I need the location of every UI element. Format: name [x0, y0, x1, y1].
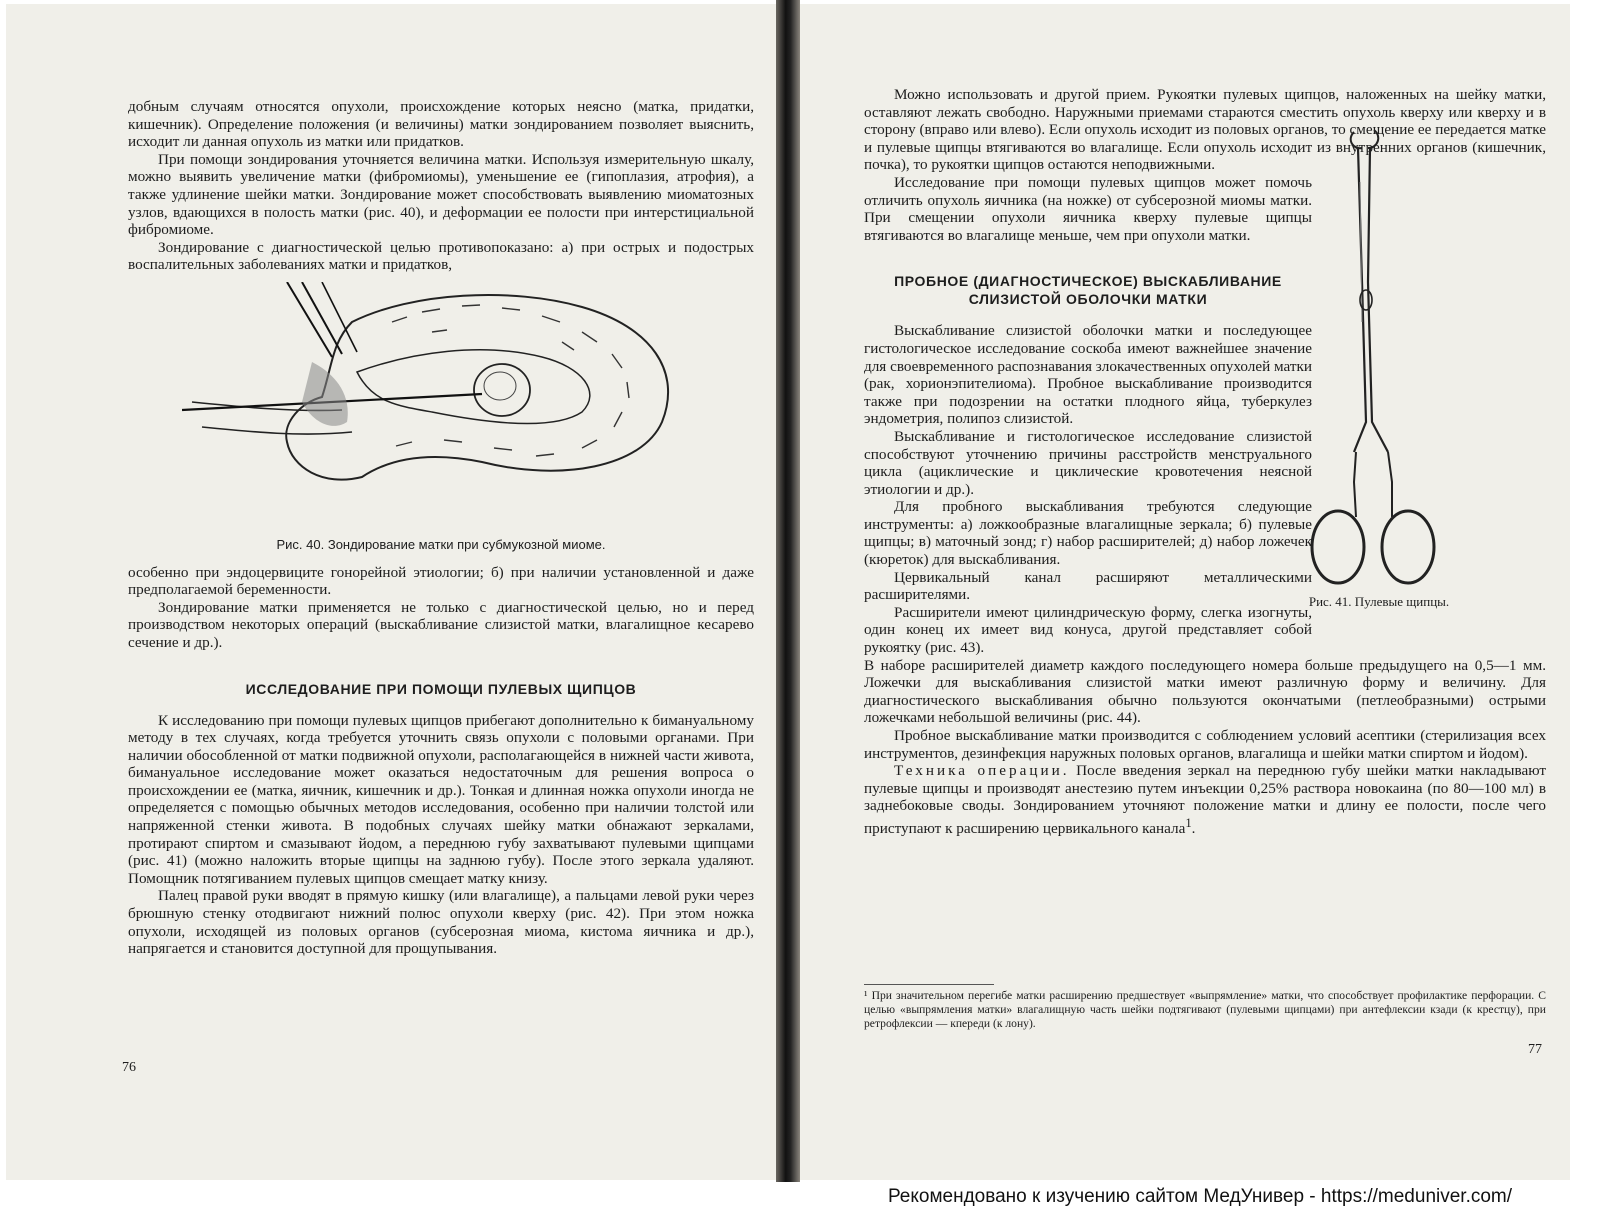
paragraph: Палец правой руки вводят в прямую кишку (или влагалище), а пальцами левой руки через брюшную стенку отодвигают нижний полюс опухоли кверху (рис. 42). При этом ножка опухоли, исходящей из половых органов (субсерозная миома, кистома яичника и др.), напрягается и становится доступной для прощупывания.	[128, 887, 754, 958]
heading-line: ПРОБНОЕ (ДИАГНОСТИЧЕСКОЕ) ВЫСКАБЛИВАНИЕ	[894, 273, 1282, 290]
book-gutter	[776, 0, 800, 1182]
page-number: 77	[1528, 1042, 1542, 1057]
right-page	[800, 4, 1570, 1180]
paragraph: Можно использовать и другой прием. Рукоятки пулевых щипцов, наложенных на шейку матки, оставляют лежать свободно. Наружными приемами стараются сместить опухоль кверху или кверху и в сторону (вправо или влево). Если опухоль исходит из половых органов, то смещение ее передается матке и пулевые щипцы втягиваются во влагалище. Если опухоль исходит из внутренних органов (кишечник, почка), то рукоятки щипцов остаются неподвижными.	[864, 86, 1546, 174]
paragraph: Расширители имеют цилиндрическую форму, слегка изогнуты, один конец их имеет вид конуса, другой представляет собой рукоятку (рис. 43).	[864, 603, 1312, 657]
footnote-ref: 1	[1185, 815, 1192, 830]
paragraph: Зондирование с диагностической целью противопоказано: а) при острых и подострых воспалительных заболеваниях матки и придатков,	[128, 238, 754, 274]
paragraph-rest: После введения зеркал на переднюю губу шейки матки накладывают пулевые щипцы и производят анестезию путем инъекции 0,25% раствора новокаина (по 80—100 мл) в заднебоковые своды. Зондированием уточняют положение матки и длину ее полости, после чего приступают к расширению цервикального канала	[864, 762, 1546, 838]
figure-40	[128, 280, 754, 530]
paragraph: Для пробного выскабливания требуются следующие инструменты: а) ложкообразные влагалищные зеркала; б) пулевые щипцы; в) маточный зонд; г) набор расширителей; д) набор ложечек (кюреток) для выскабливания.	[864, 498, 1312, 569]
paragraph: К исследованию при помощи пулевых щипцов прибегают дополнительно к бимануальному методу в тех случаях, когда требуется уточнить связь опухоли с половыми органами. При наличии обособленной от матки подвижной опухоли, располагающейся в нижней части живота, бимануальное исследование может оказаться недостаточным для решения вопроса о происхождении ее (матка, яичник, кишечник и др.). Тонкая и длинная ножка опухоли иногда не определяется с помощью обычных методов исследования, особенно при наличии толстой или напряженной стенки живота. В подобных случаях шейку матки обнажают зеркалами, протирают спиртом и смазывают йодом, а переднюю губу захватывают пулевыми щипцами (рис. 41) (можно наложить вторые щипцы на заднюю губу). После этого зеркала удаляют. Помощник потягиванием пулевых щипцов смещает матку книзу.	[128, 711, 754, 887]
paragraph: добным случаям относятся опухоли, происхождение которых неясно (матка, придатки, кишечник). Определение положения (и величины) матки зондированием позволяет выяснить, исходит ли данная опухоль из матки или придатков.	[128, 98, 754, 151]
left-page	[6, 4, 776, 1180]
footnote-rule	[864, 984, 994, 985]
footnote-block	[864, 984, 1546, 1031]
left-text-column	[128, 98, 754, 958]
figure-40-caption: Рис. 40. Зондирование матки при субмукозной миоме.	[276, 536, 606, 552]
paragraph: Исследование при помощи пулевых щипцов может помочь отличить опухоль яичника (на ножке) от субсерозной миомы матки. При смещении опухоли яичника кверху пулевые щипцы втягиваются во влагалище меньше, чем при опухоли матки.	[864, 173, 1312, 244]
uterus-probing-illustration	[182, 282, 702, 492]
paragraph: Техника операции. После введения зеркал на переднюю губу шейки матки накладывают пулевые щипцы и производят анестезию путем инъекции 0,25% раствора новокаина (по 80—100 мл) в заднебоковые своды. Зондированием уточняют положение матки и длину ее полости, после чего приступают к расширению цервикального канала$^1$.	[864, 762, 1546, 838]
paragraph: Выскабливание и гистологическое исследование слизистой способствуют уточнению причины расстройств менструального цикла (ациклические и циклические кровотечения неясной этиологии и др.).	[864, 427, 1312, 498]
section-heading: ИССЛЕДОВАНИЕ ПРИ ПОМОЩИ ПУЛЕВЫХ ЩИПЦОВ	[245, 680, 637, 697]
paragraph: В наборе расширителей диаметр каждого последующего номера больше предыдущего на 0,5—1 мм. Ложечки для выскабливания слизистой матки имеют различную форму и величину. Для диагностического выскабливания обычно пользуются окончатыми (петлеобразными) острыми ложечками небольшой величины (рис. 44).	[864, 656, 1546, 727]
section-heading	[864, 272, 1312, 308]
paragraph: Выскабливание слизистой оболочки матки и последующее гистологическое исследование соскоба имеют важнейшее значение для своевременного распознавания злокачественных опухолей матки (рак, хорионэпителиома). Пробное выскабливание производится также при подозрении на остатки плодного яйца, туберкулез эндометрия, полипоз слизистой.	[864, 322, 1313, 428]
paragraph: Цервикальный канал расширяют металлическими расширителями.	[864, 568, 1312, 604]
paragraph: Зондирование матки применяется не только с диагностической целью, но и перед производством некоторых операций (выскабливание слизистой матки, влагалищное кесарево сечение и др.).	[128, 598, 754, 651]
figure-41-caption: Рис. 41. Пулевые щипцы.	[1308, 594, 1450, 609]
narrow-text-block	[864, 174, 1312, 657]
paragraph: Пробное выскабливание матки производится с соблюдением условий асептики (стерилизация всех инструментов, дезинфекция наружных половых органов, влагалища и шейки матки спиртом и йодом).	[864, 727, 1546, 762]
heading-line: СЛИЗИСТОЙ ОБОЛОЧКИ МАТКИ	[968, 291, 1208, 308]
bullet-forceps-illustration	[1296, 122, 1466, 622]
paragraph: При помощи зондирования уточняется величина матки. Используя измерительную шкалу, можно выявить увеличение матки (фибромиомы), уменьшение ее (гипоплазия, атрофия), а также удлинение шейки матки. Зондирование может способствовать выявлению миоматозных узлов, вдающихся в полость матки (рис. 40), и деформации ее полости при интерстициальной фибромиоме.	[128, 150, 754, 239]
page-number: 76	[122, 1060, 136, 1075]
paragraph: особенно при эндоцервиците гонорейной этиологии; б) при наличии установленной и даже предполагаемой беременности.	[128, 563, 754, 599]
footnote-text: ¹ При значительном перегибе матки расширению предшествует «выпрямление» матки, что способствует профилактике перфорации. С целью «выпрямления матки» влагалищную часть шейки подтягивают (пулевыми щипцами) при антефлексии кзади (к крестцу), при ретрофлексии — кпереди (к лону).	[864, 989, 1546, 1030]
meduniver-banner: Рекомендовано к изучению сайтом МедУнивер - https://meduniver.com/	[887, 1186, 1513, 1207]
spaced-lead: Техника операции.	[894, 762, 1070, 780]
